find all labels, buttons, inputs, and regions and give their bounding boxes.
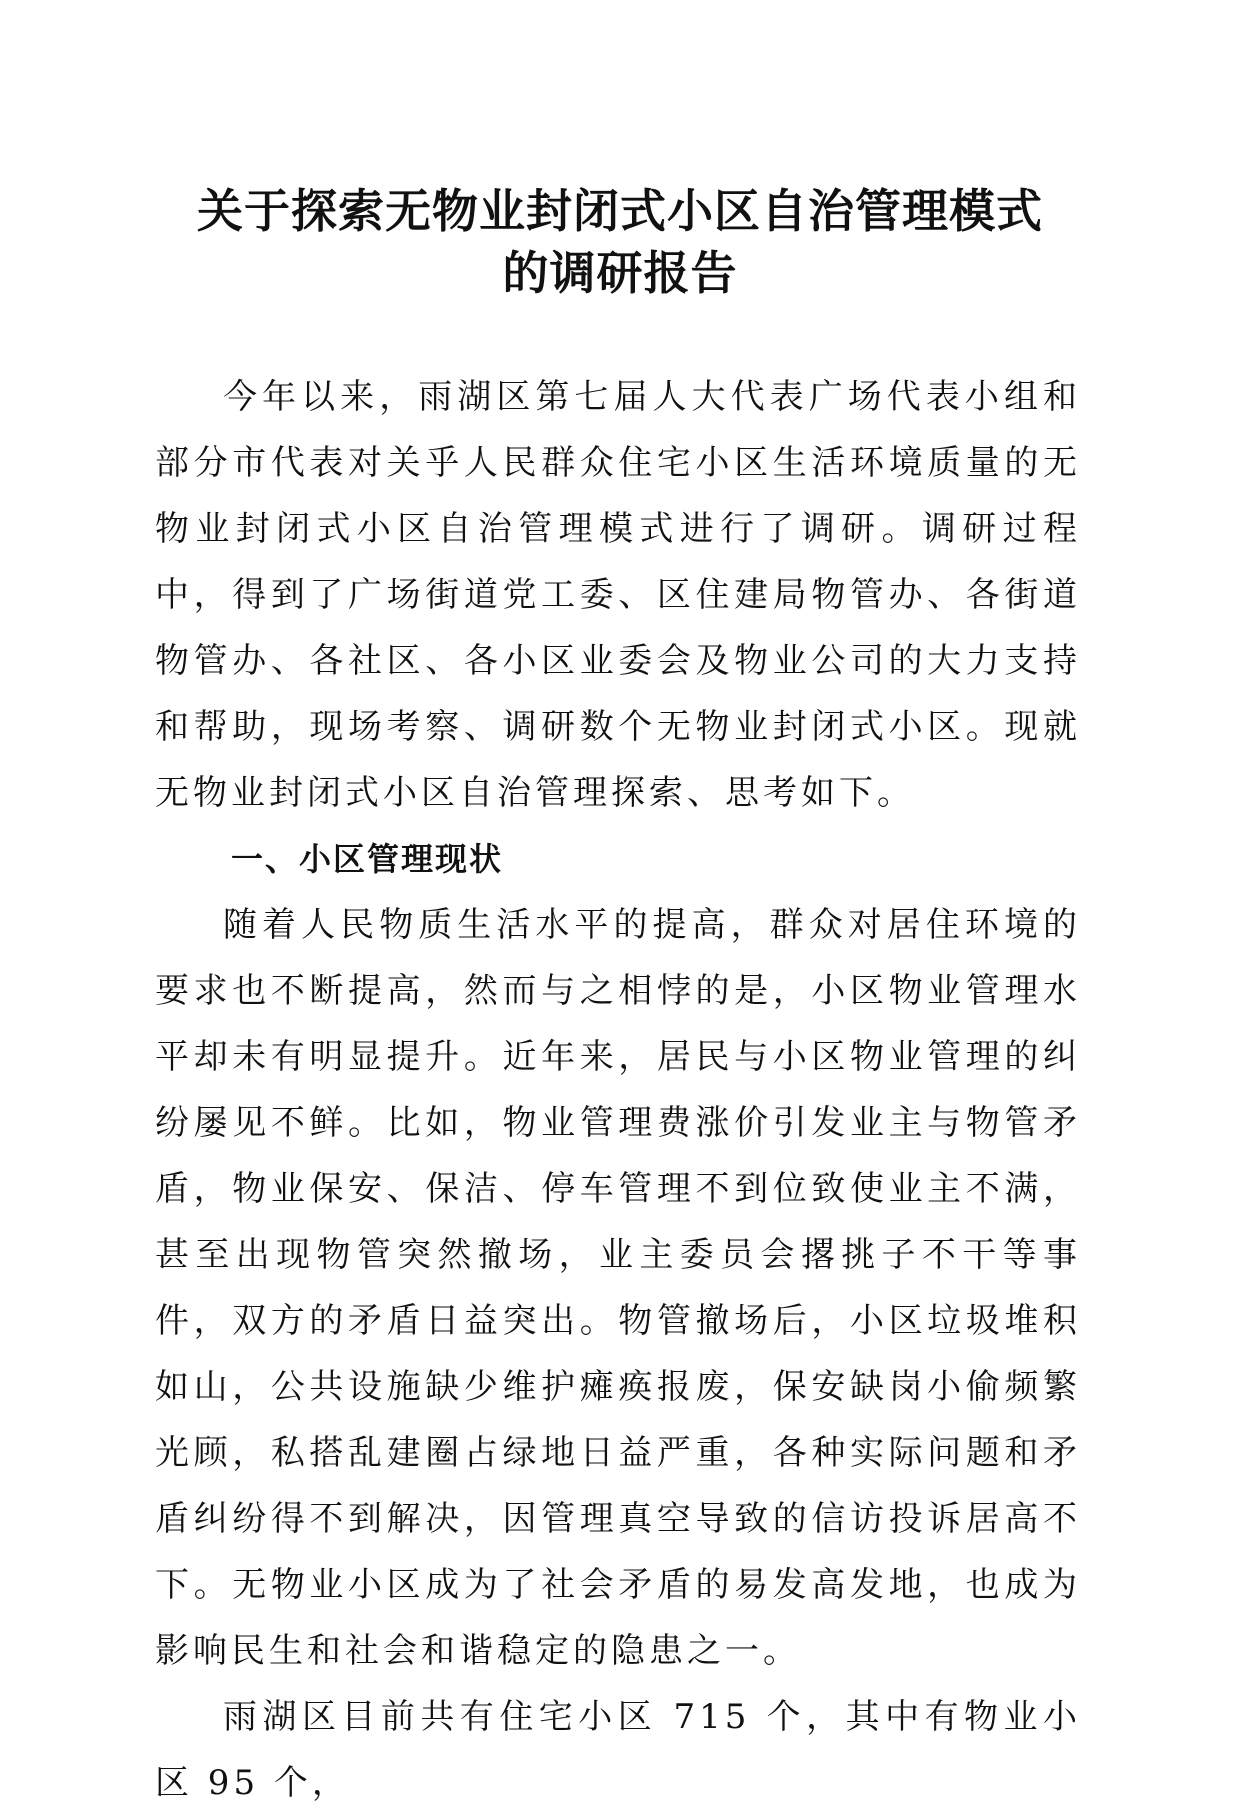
document-body: [155, 364, 1081, 1816]
intro-paragraph: 今年以来，雨湖区第七届人大代表广场代表小组和部分市代表对关乎人民群众住宅小区生活环境质量的无物业封闭式小区自治管理模式进行了调研。调研过程中，得到了广场街道党工委、区住建局物管办、各街道物管办、各社区、各小区业委会及物业公司的大力支持和帮助，现场考察、调研数个无物业封闭式小区。现就无物业封闭式小区自治管理探索、思考如下。: [155, 377, 1081, 813]
section1-paragraph-1: 随着人民物质生活水平的提高，群众对居住环境的要求也不断提高，然而与之相悖的是，小区物业管理水平却未有明显提升。近年来，居民与小区物业管理的纠纷屡见不鲜。比如，物业管理费涨价引发业主与物管矛盾，物业保安、保洁、停车管理不到位致使业主不满，甚至出现物管突然撤场，业主委员会撂挑子不干等事件，双方的矛盾日益突出。物管撤场后，小区垃圾堆积如山，公共设施缺少维护瘫痪报废，保安缺岗小偷频繁光顾，私搭乱建圈占绿地日益严重，各种实际问题和矛盾纠纷得不到解决，因管理真空导致的信访投诉居高不下。无物业小区成为了社会矛盾的易发高发地，也成为影响民生和社会和谐稳定的隐患之一。: [155, 905, 1081, 1671]
section1-paragraph-2: 雨湖区目前共有住宅小区 715 个，其中有物业小区 95 个，: [155, 1697, 1081, 1803]
title-line-1: 关于探索无物业封闭式小区自治管理模式: [197, 184, 1043, 238]
document-title: [120, 180, 1120, 304]
title-line-2: 的调研报告: [502, 246, 738, 300]
section-heading-1: 一、小区管理现状: [231, 840, 504, 878]
